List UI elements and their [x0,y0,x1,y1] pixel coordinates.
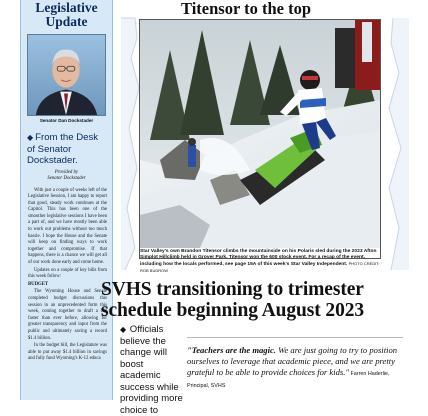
legislative-update-sidebar [20,0,113,400]
senator-portrait [27,34,106,116]
photo-credit: PHOTO CREDIT: ROB BUDROW [140,261,380,274]
diamond-icon: ◆ [27,133,34,142]
sidebar-paragraph: With just a couple of weeks left of the Legislative Session, I am happy to report that good, steady work continues at the Capitol. This has been one of the smoother legislative sessions I have been a part of, and we have mostly been able to work out problems without too much hassle. I hope the House and the Senate will keep on finding ways to work together and compromise. If that happens, there is a chance we will get all of our work done early and come home. [28,187,107,266]
article-deck [120,324,184,416]
deck-text: Officials believe the change will boost academic success while providing more choice to [120,324,183,416]
quote-attribution: Farren Haderlie, Principal, SVHS [187,370,390,390]
sidebar-title [21,0,112,29]
provided-by-label: Provided by [54,169,79,175]
quote-divider [187,337,403,338]
snowmobile-hillclimb-photo [140,20,380,248]
hillclimb-photo-frame [139,19,381,259]
photo-caption [140,249,382,275]
article-headline: SVHS transitioning to trimester schedule beginning August 2023 [101,279,365,321]
photo-headline: Titensor to the top [180,0,312,18]
provided-by [21,170,112,182]
provided-by-name: Senator Dockstader [47,175,86,181]
quote-lead: "Teachers are the magic. [187,345,276,355]
photo-caption-text: Star Valley's own Brandon Titensor climbs the mountainside on his Polaris sled during the 2023 Afton Simplot Hillclimb held in Grover Park. Titensor won the 600 stock event. For a recap of the event, including how the locals performed, see page 15A of this week's Star Valley Independent. [140,249,377,268]
diamond-icon: ◆ [120,325,127,334]
sidebar-paragraph: Updates on a couple of key bills from this week follow: [28,267,107,280]
sidebar-title-line2: Update [45,14,88,29]
sidebar-kicker: BUDGET [28,281,49,287]
sidebar-article-body [28,188,107,363]
portrait-caption: Senator Dan Dockstader [39,118,94,123]
sidebar-title-line1: Legislative [35,0,98,15]
pull-quote [187,345,403,392]
sidebar-paragraph: The Wyoming House and Senate completed budget discussions this session in an unprecedented form this week, coming together to draft a bill faster than ever before, allowing for greater transparency and input from the public and ultimately saving a record $1.4 billion. [28,289,107,341]
sidebar-promo-text: From the Desk of Senator Dockstader. [27,132,99,166]
quote-body: We are just going to try to position ourselves to leverage that academic piece, and we are pretty grateful to be able to provide choices for kids." [187,345,398,377]
sidebar-promo [27,132,108,167]
sidebar-paragraph: In the budget bill, the Legislature was able to put away $1.4 billion in savings and fully fund Wyoming's K-12 educa [28,343,107,362]
